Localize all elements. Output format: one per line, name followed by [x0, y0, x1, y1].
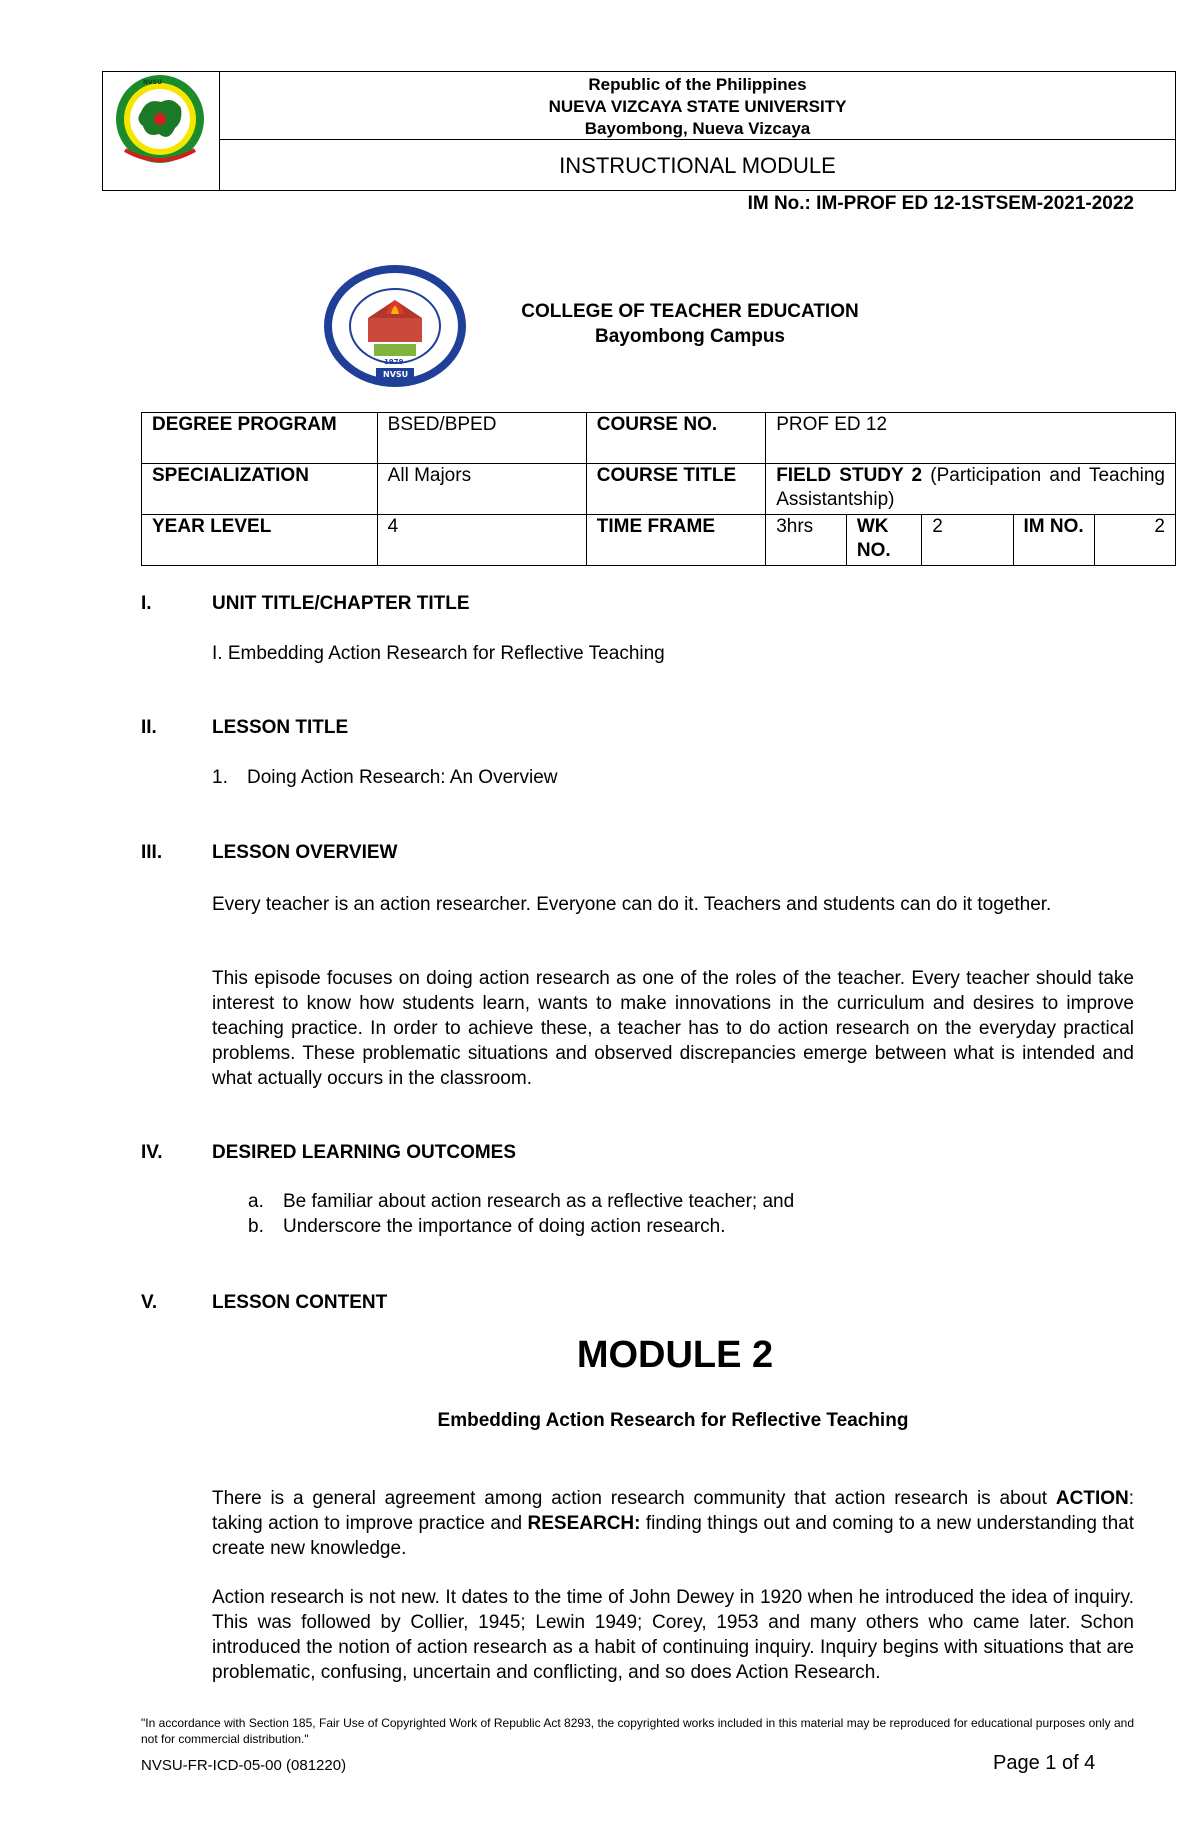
- university-logo-cell: [103, 72, 220, 190]
- module-title: MODULE 2: [576, 1334, 774, 1376]
- form-code: NVSU-FR-ICD-05-00 (081220): [141, 1757, 347, 1774]
- list-marker: a.: [248, 1191, 264, 1212]
- section-4-number: IV.: [141, 1142, 163, 1163]
- course-no-value: PROF ED 12: [766, 413, 1176, 464]
- week-no-value: 2: [922, 515, 1013, 566]
- content-p1-c: : taking action to improve practice and: [212, 1488, 1134, 1534]
- year-level-value: 4: [377, 515, 586, 566]
- list-marker: b.: [248, 1216, 264, 1237]
- list-item: [248, 1191, 794, 1213]
- im-no-value: 2: [1095, 515, 1176, 566]
- section-1-number: I.: [141, 593, 152, 614]
- course-no-label: COURSE NO.: [586, 413, 765, 464]
- time-frame-value: 3hrs: [766, 515, 847, 566]
- course-title-bold: FIELD STUDY 2: [776, 465, 923, 486]
- degree-program-label: DEGREE PROGRAM: [142, 413, 378, 464]
- college-name: COLLEGE OF TEACHER EDUCATION: [521, 301, 859, 322]
- section-5-title: LESSON CONTENT: [212, 1292, 388, 1313]
- week-no-label: WK NO.: [846, 515, 921, 566]
- college-seal-abbr: NVSU: [383, 370, 409, 379]
- overview-paragraph-2: This episode focuses on doing action research as one of the roles of the teacher. Every teacher should take interest to know how students learn, wants to make innovations in the curriculum and desires to improve teaching practice. In order to achieve these, a teacher has to do action research on the everyday practical problems. These problematic situations and observed discrepancies emerge between what is intended and what actually occurs in the classroom.: [212, 968, 1134, 1089]
- section-2-number: II.: [141, 717, 157, 738]
- document-header: [102, 71, 1176, 191]
- college-campus: Bayombong Campus: [594, 326, 786, 347]
- outcome-a-text: Be familiar about action research as a reflective teacher; and: [283, 1191, 795, 1212]
- specialization-label: SPECIALIZATION: [142, 464, 378, 515]
- section-3-title: LESSON OVERVIEW: [212, 842, 398, 863]
- copyright-note: "In accordance with Section 185, Fair Use of Copyrighted Work of Republic Act 8293, the copyrighted works included in this material may be reproduced for educational purposes only and not for commercial distribution.": [141, 1716, 1134, 1746]
- content-p1-action: ACTION: [1055, 1488, 1129, 1509]
- page-number: Page 1 of 4: [993, 1752, 1096, 1774]
- table-row: [142, 515, 1176, 566]
- specialization-value: All Majors: [377, 464, 586, 515]
- republic-line: Republic of the Philippines: [588, 75, 807, 94]
- im-no-label: IM NO.: [1013, 515, 1095, 566]
- list-item: [248, 1216, 726, 1238]
- section-5-number: V.: [141, 1292, 158, 1313]
- module-subtitle: Embedding Action Research for Reflective Teaching: [437, 1410, 909, 1431]
- time-frame-label: TIME FRAME: [586, 515, 765, 566]
- course-title-value: [766, 464, 1176, 515]
- content-p1-research: RESEARCH:: [527, 1513, 641, 1534]
- college-seal-year: 1979: [384, 358, 404, 366]
- section-2-title: LESSON TITLE: [212, 717, 349, 738]
- document-type: INSTRUCTIONAL MODULE: [559, 153, 836, 178]
- lesson-title-text: Doing Action Research: An Overview: [247, 767, 558, 788]
- section-4-title: DESIRED LEARNING OUTCOMES: [212, 1142, 517, 1163]
- content-p1-a: There is a general agreement among action research community that action research is about: [212, 1488, 1056, 1509]
- section-1-title: UNIT TITLE/CHAPTER TITLE: [212, 593, 470, 614]
- overview-paragraph-1: Every teacher is an action researcher. Everyone can do it. Teachers and students can do it together.: [212, 894, 1052, 915]
- college-seal-icon: [322, 264, 468, 388]
- course-title-rest: (Participation and Teaching Assistantship): [776, 465, 1165, 510]
- institution-block: [220, 72, 1175, 140]
- section-3-number: III.: [141, 842, 163, 863]
- table-row: [142, 413, 1176, 464]
- unit-title-text: I. Embedding Action Research for Reflective Teaching: [212, 643, 665, 664]
- outcome-b-text: Underscore the importance of doing action research.: [283, 1216, 726, 1237]
- course-title-label: COURSE TITLE: [586, 464, 765, 515]
- course-info-table: [141, 412, 1176, 566]
- university-seal-icon: [103, 72, 219, 190]
- seal-ring-text: NVSU: [143, 79, 162, 86]
- university-location: Bayombong, Nueva Vizcaya: [584, 119, 811, 138]
- table-row: [142, 464, 1176, 515]
- degree-program-value: BSED/BPED: [377, 413, 586, 464]
- list-marker: 1.: [212, 767, 228, 788]
- year-level-label: YEAR LEVEL: [142, 515, 378, 566]
- content-p1-e: finding things out and coming to a new understanding that create new knowledge.: [212, 1513, 1134, 1559]
- list-item: [212, 767, 558, 789]
- university-name: NUEVA VIZCAYA STATE UNIVERSITY: [548, 97, 847, 116]
- college-heading: [470, 299, 910, 349]
- content-paragraph-1: [212, 1486, 1134, 1561]
- content-paragraph-2: Action research is not new. It dates to the time of John Dewey in 1920 when he introduced the idea of inquiry. This was followed by Collier, 1945; Lewin 1949; Corey, 1953 and many others who came later. Schon introduced the notion of action research as a habit of continuing inquiry. Inquiry begins with situations that are problematic, confusing, uncertain and conflicting, and so does Action Research.: [212, 1587, 1134, 1683]
- im-number: IM No.: IM-PROF ED 12-1STSEM-2021-2022: [747, 193, 1134, 214]
